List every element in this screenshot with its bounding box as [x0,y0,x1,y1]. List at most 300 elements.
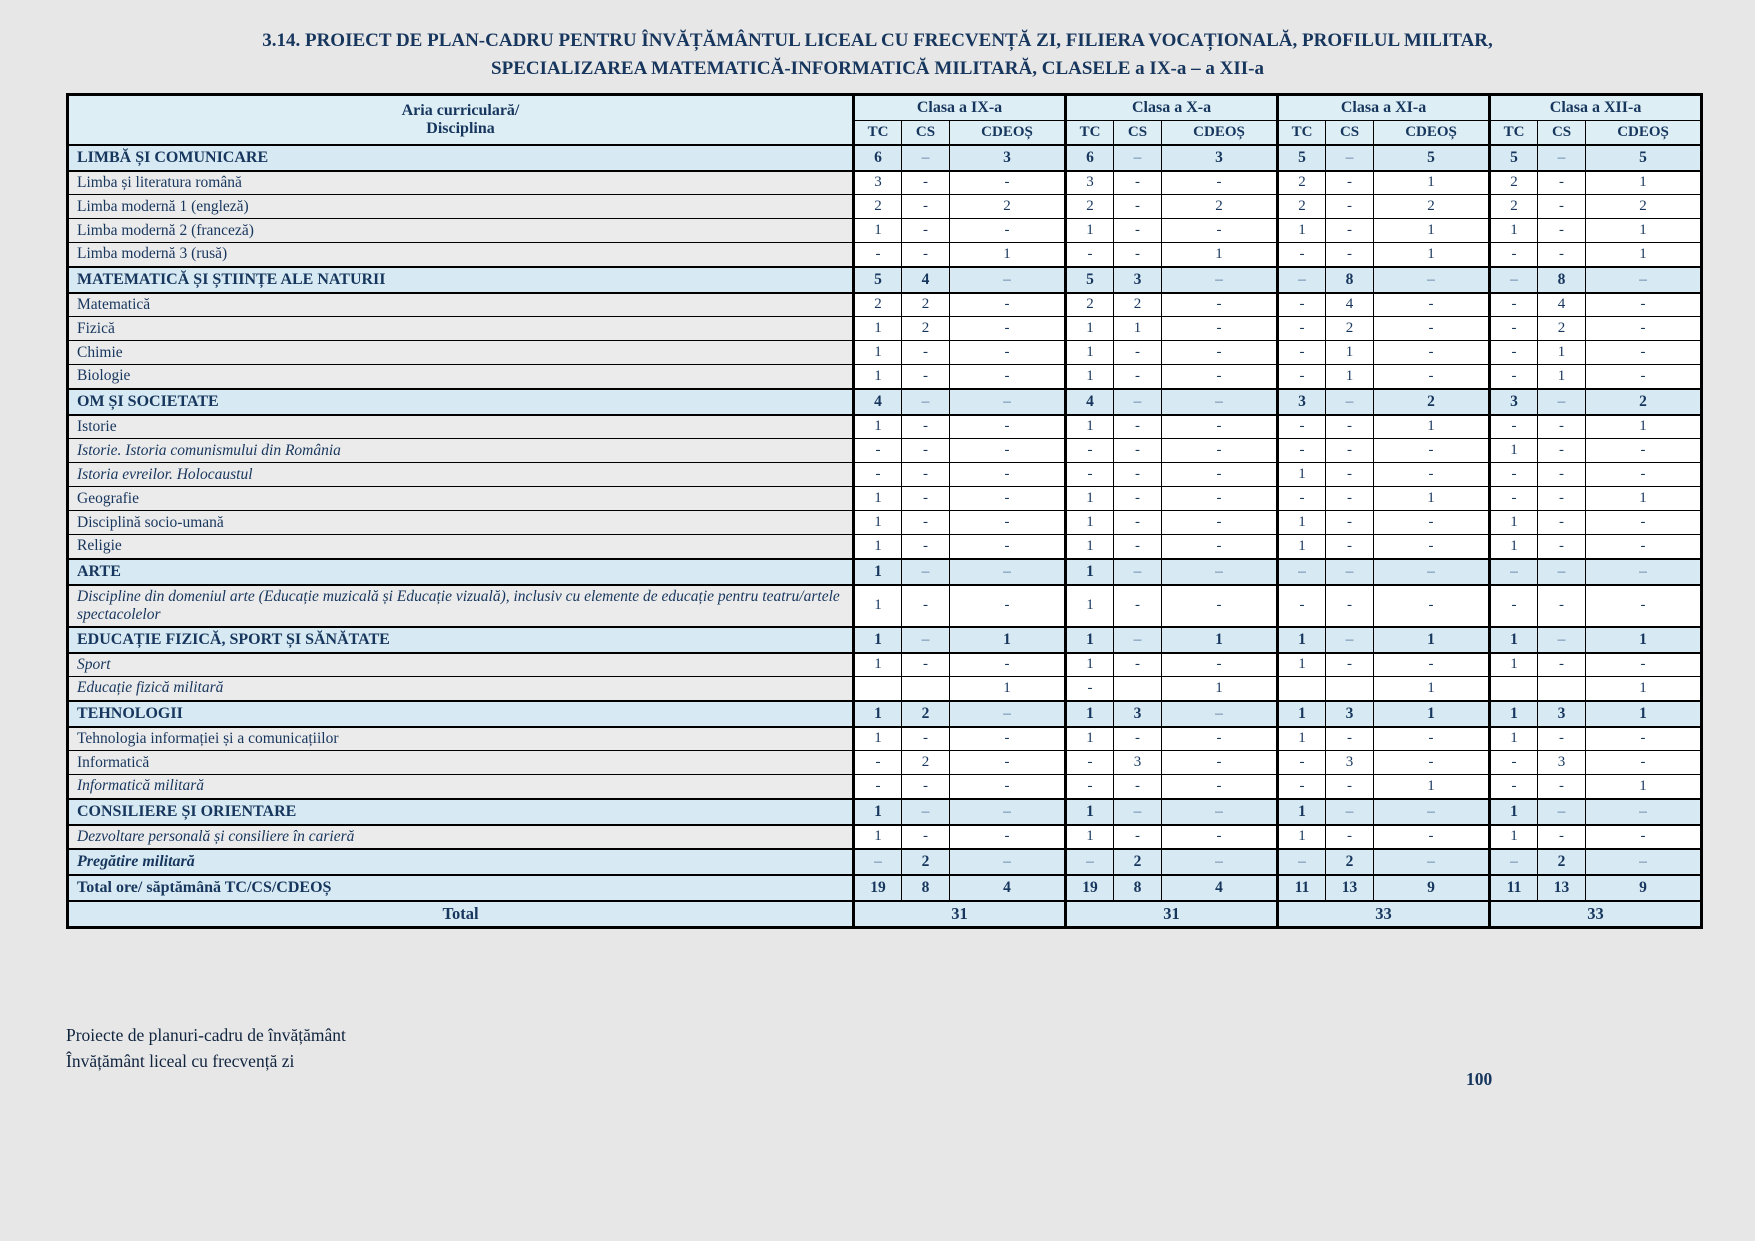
value-cell: – [1162,701,1278,727]
value-cell: – [1374,849,1490,875]
row-label: Religie [68,535,854,559]
table-row [68,627,1702,653]
value-cell: 1 [1066,341,1114,365]
corner-header [68,95,854,145]
value-cell: - [1326,825,1374,849]
value-cell: - [950,317,1066,341]
value-cell: – [902,145,950,171]
value-cell: - [1114,439,1162,463]
row-label: LIMBĂ ȘI COMUNICARE [68,145,854,171]
value-cell: 1 [1162,627,1278,653]
value-cell: – [950,559,1066,585]
value-cell: - [1162,511,1278,535]
value-cell: 1 [950,627,1066,653]
value-cell: 1 [854,585,902,627]
value-cell: 1 [854,487,902,511]
value-cell: – [1114,559,1162,585]
row-label: Sport [68,653,854,677]
value-cell: - [1162,775,1278,799]
value-cell: 4 [902,267,950,293]
value-cell: 4 [1326,293,1374,317]
value-cell: 5 [1374,145,1490,171]
footer [66,1022,346,1074]
value-cell: 1 [1490,439,1538,463]
value-cell: – [1538,145,1586,171]
value-cell: - [1490,751,1538,775]
value-cell: - [1374,317,1490,341]
value-cell: 1 [1490,799,1538,825]
row-label: CONSILIERE ȘI ORIENTARE [68,799,854,825]
value-cell: 2 [1374,195,1490,219]
value-cell: - [1374,365,1490,389]
subheader-tc-class-4: TC [1490,121,1538,145]
value-cell: - [1162,415,1278,439]
value-cell: 1 [854,559,902,585]
value-cell: - [950,825,1066,849]
value-cell: – [1490,849,1538,875]
value-cell: 1 [854,511,902,535]
value-cell: 2 [854,293,902,317]
value-cell: 1 [1066,559,1114,585]
value-cell: 1 [1066,487,1114,511]
value-cell: - [1114,511,1162,535]
value-cell: 1 [1326,341,1374,365]
value-cell: – [1114,145,1162,171]
value-cell: - [1326,463,1374,487]
value-cell: - [1538,825,1586,849]
value-cell: - [902,825,950,849]
table-row [68,511,1702,535]
subheader-tc-class-2: TC [1066,121,1114,145]
value-cell: - [950,585,1066,627]
value-cell: - [950,439,1066,463]
table-row [68,415,1702,439]
value-cell: 1 [1066,653,1114,677]
value-cell: - [1326,511,1374,535]
value-cell: – [1490,267,1538,293]
value-cell: – [1326,145,1374,171]
value-cell: - [1278,439,1326,463]
value-cell: - [1538,487,1586,511]
grand-total-label: Total [68,901,854,928]
value-cell: 8 [902,875,950,901]
subheader-tc-class-3: TC [1278,121,1326,145]
subheader-cdeoș-class-4: CDEOȘ [1586,121,1702,145]
value-cell: - [902,585,950,627]
value-cell: – [950,389,1066,415]
value-cell: 1 [1586,171,1702,195]
value-cell: - [1162,365,1278,389]
value-cell: 2 [1278,195,1326,219]
class-header-1: Clasa a IX-a [854,95,1066,121]
value-cell: - [902,775,950,799]
row-label: Dezvoltare personală și consiliere în carieră [68,825,854,849]
row-label: Biologie [68,365,854,389]
value-cell: - [950,293,1066,317]
value-cell: – [1162,267,1278,293]
value-cell: 5 [1278,145,1326,171]
value-cell: - [1586,463,1702,487]
value-cell: 1 [1278,511,1326,535]
value-cell: 1 [1586,415,1702,439]
value-cell: 1 [1490,727,1538,751]
value-cell: – [1374,559,1490,585]
value-cell: – [1326,627,1374,653]
value-cell: 3 [950,145,1066,171]
value-cell: - [1374,535,1490,559]
value-cell: 1 [1374,487,1490,511]
value-cell: - [1162,171,1278,195]
value-cell: - [902,365,950,389]
value-cell: 2 [1538,849,1586,875]
value-cell: - [1326,653,1374,677]
value-cell: 3 [854,171,902,195]
value-cell: 3 [1114,701,1162,727]
value-cell: - [1326,195,1374,219]
table-row [68,317,1702,341]
value-cell: - [1162,439,1278,463]
value-cell: 1 [1586,487,1702,511]
value-cell: 2 [1586,389,1702,415]
value-cell: - [1278,243,1326,267]
value-cell: - [1374,751,1490,775]
value-cell [854,677,902,701]
value-cell: – [1586,559,1702,585]
subheader-cs-class-3: CS [1326,121,1374,145]
value-cell: – [1538,799,1586,825]
subheader-cs-class-4: CS [1538,121,1586,145]
value-cell: 1 [1374,243,1490,267]
value-cell: 2 [902,293,950,317]
value-cell: - [1374,511,1490,535]
class-header-2: Clasa a X-a [1066,95,1278,121]
value-cell: - [1326,439,1374,463]
value-cell: 1 [1162,677,1278,701]
table-row [68,341,1702,365]
value-cell: - [902,219,950,243]
value-cell: - [902,535,950,559]
header-row-classes [68,95,1702,121]
value-cell: - [1114,585,1162,627]
value-cell: – [1162,559,1278,585]
value-cell: - [1586,511,1702,535]
value-cell: - [902,195,950,219]
value-cell: - [1326,171,1374,195]
value-cell: – [950,267,1066,293]
document-title [0,0,1755,83]
value-cell: – [1374,267,1490,293]
footer-line-1: Proiecte de planuri-cadru de învățământ [66,1025,346,1045]
value-cell: – [1374,799,1490,825]
subheader-cdeoș-class-2: CDEOȘ [1162,121,1278,145]
value-cell [1278,677,1326,701]
value-cell: 8 [1538,267,1586,293]
table-row [68,439,1702,463]
value-cell: – [950,799,1066,825]
value-cell: 2 [950,195,1066,219]
value-cell: - [1538,535,1586,559]
value-cell: - [1326,219,1374,243]
table-row [68,389,1702,415]
value-cell: 2 [1066,195,1114,219]
corner-header-line: Aria curriculară/ [401,101,520,119]
value-cell: – [1586,849,1702,875]
value-cell: – [1162,799,1278,825]
value-cell: 1 [854,799,902,825]
value-cell: - [1374,653,1490,677]
subheader-tc-class-1: TC [854,121,902,145]
value-cell: 1 [1586,243,1702,267]
value-cell: 1 [1586,627,1702,653]
class-header-3: Clasa a XI-a [1278,95,1490,121]
grand-total-value: 31 [854,901,1066,928]
row-label: Limba modernă 3 (rusă) [68,243,854,267]
value-cell: - [1162,825,1278,849]
value-cell: – [1114,799,1162,825]
value-cell: 8 [1114,875,1162,901]
value-cell: – [1066,849,1114,875]
value-cell: 1 [1066,219,1114,243]
value-cell: 1 [1374,677,1490,701]
value-cell: - [1326,585,1374,627]
value-cell: 1 [854,627,902,653]
value-cell: - [902,653,950,677]
value-cell: 1 [854,727,902,751]
value-cell: - [950,775,1066,799]
value-cell: – [1278,849,1326,875]
value-cell: - [854,439,902,463]
value-cell: - [1538,775,1586,799]
table-row [68,365,1702,389]
value-cell: 3 [1538,751,1586,775]
value-cell: - [950,171,1066,195]
value-cell: 1 [1278,825,1326,849]
row-label: EDUCAȚIE FIZICĂ, SPORT ȘI SĂNĂTATE [68,627,854,653]
row-label: TEHNOLOGII [68,701,854,727]
curriculum-table [66,93,1703,929]
value-cell: 1 [1278,463,1326,487]
value-cell: 2 [1586,195,1702,219]
value-cell: - [1114,825,1162,849]
value-cell: 1 [1066,825,1114,849]
value-cell: - [902,463,950,487]
value-cell: - [1326,727,1374,751]
value-cell: - [1162,751,1278,775]
row-label: Istoria evreilor. Holocaustul [68,463,854,487]
value-cell: 1 [1490,219,1538,243]
value-cell: - [1490,243,1538,267]
value-cell: 1 [1066,585,1114,627]
value-cell: 1 [1114,317,1162,341]
value-cell: 1 [1374,219,1490,243]
value-cell: 2 [1326,849,1374,875]
value-cell: - [1326,415,1374,439]
value-cell: 2 [1162,195,1278,219]
value-cell: 2 [1326,317,1374,341]
value-cell: 9 [1374,875,1490,901]
value-cell: - [1374,293,1490,317]
value-cell: 2 [1490,195,1538,219]
value-cell: - [1162,727,1278,751]
value-cell: - [1162,653,1278,677]
row-label: Discipline din domeniul arte (Educație muzicală și Educație vizuală), inclusiv cu elemente de educație pentru teatru/artele spectacolelor [68,585,854,627]
value-cell: 19 [1066,875,1114,901]
table-row [68,775,1702,799]
table-row [68,677,1702,701]
value-cell: 1 [1374,775,1490,799]
value-cell: - [1538,415,1586,439]
subheader-cs-class-2: CS [1114,121,1162,145]
value-cell: 1 [1066,799,1114,825]
value-cell: - [1586,341,1702,365]
value-cell: - [854,751,902,775]
value-cell: 1 [1278,219,1326,243]
value-cell: - [1538,219,1586,243]
value-cell: - [950,511,1066,535]
value-cell: 3 [1326,701,1374,727]
value-cell: 2 [1490,171,1538,195]
value-cell: - [950,653,1066,677]
value-cell: 1 [1490,511,1538,535]
table-row [68,293,1702,317]
value-cell: 11 [1490,875,1538,901]
value-cell: – [1326,799,1374,825]
value-cell: 1 [1490,627,1538,653]
value-cell: 4 [1066,389,1114,415]
value-cell [1490,677,1538,701]
row-label: Limba modernă 2 (franceză) [68,219,854,243]
value-cell: – [1278,267,1326,293]
value-cell: - [1162,487,1278,511]
value-cell: 6 [1066,145,1114,171]
value-cell: – [1538,559,1586,585]
grand-total-value: 33 [1278,901,1490,928]
row-label: Educație fizică militară [68,677,854,701]
row-label: Tehnologia informației și a comunicațiilor [68,727,854,751]
value-cell: - [1538,439,1586,463]
table-row [68,701,1702,727]
value-cell: 1 [1374,415,1490,439]
title-line-2: SPECIALIZAREA MATEMATICĂ-INFORMATICĂ MILITARĂ, CLASELE a IX-a – a XII-a [491,58,1264,79]
value-cell: 1 [1374,627,1490,653]
row-label: Limba modernă 1 (engleză) [68,195,854,219]
value-cell: - [1538,171,1586,195]
value-cell: - [1066,463,1114,487]
value-cell: - [1374,585,1490,627]
value-cell: - [1278,365,1326,389]
value-cell: - [902,243,950,267]
value-cell: - [1278,341,1326,365]
value-cell: – [950,701,1066,727]
value-cell: - [1114,171,1162,195]
table-row [68,825,1702,849]
value-cell [1114,677,1162,701]
table-row [68,849,1702,875]
value-cell: 1 [1586,775,1702,799]
value-cell: - [1278,585,1326,627]
value-cell: - [1326,243,1374,267]
value-cell: 2 [1114,293,1162,317]
value-cell: – [1586,267,1702,293]
value-cell: - [1374,463,1490,487]
value-cell: 1 [1066,511,1114,535]
value-cell: - [1114,775,1162,799]
table-row [68,195,1702,219]
value-cell: 1 [854,365,902,389]
value-cell: 2 [902,849,950,875]
value-cell: 1 [854,317,902,341]
table-row [68,751,1702,775]
value-cell: - [1114,219,1162,243]
value-cell: 1 [1538,365,1586,389]
value-cell: 6 [854,145,902,171]
table-row [68,875,1702,901]
table-row [68,585,1702,627]
value-cell: - [1278,317,1326,341]
value-cell: - [1586,751,1702,775]
table-row [68,171,1702,195]
row-label: Limba și literatura română [68,171,854,195]
value-cell: - [1586,439,1702,463]
value-cell: 1 [1278,727,1326,751]
value-cell: - [1114,487,1162,511]
value-cell: - [1114,463,1162,487]
value-cell: - [1162,317,1278,341]
value-cell: – [1326,389,1374,415]
value-cell: 1 [854,701,902,727]
value-cell: 3 [1538,701,1586,727]
value-cell: 1 [854,535,902,559]
value-cell: – [1490,559,1538,585]
row-label: Matematică [68,293,854,317]
value-cell: 3 [1066,171,1114,195]
value-cell: 1 [1586,219,1702,243]
subheader-cs-class-1: CS [902,121,950,145]
value-cell: - [1162,341,1278,365]
row-label: Istorie [68,415,854,439]
value-cell: 4 [1162,875,1278,901]
value-cell: - [1538,585,1586,627]
value-cell: - [1278,415,1326,439]
value-cell: 1 [1586,701,1702,727]
value-cell: 1 [1066,365,1114,389]
value-cell: - [950,365,1066,389]
value-cell: - [1586,535,1702,559]
value-cell: 1 [854,415,902,439]
value-cell: 1 [854,653,902,677]
table-row [68,267,1702,293]
value-cell: - [1538,653,1586,677]
value-cell: - [1114,195,1162,219]
row-label: Geografie [68,487,854,511]
grand-total-value: 33 [1490,901,1702,928]
value-cell: – [854,849,902,875]
value-cell: - [1114,365,1162,389]
table-row [68,535,1702,559]
value-cell: – [902,559,950,585]
value-cell: 19 [854,875,902,901]
value-cell: - [950,487,1066,511]
value-cell: - [1538,727,1586,751]
value-cell: 11 [1278,875,1326,901]
value-cell: - [1490,487,1538,511]
value-cell: - [1490,585,1538,627]
value-cell: - [854,775,902,799]
value-cell: - [902,439,950,463]
value-cell [1538,677,1586,701]
value-cell: 1 [1278,627,1326,653]
value-cell: 1 [854,341,902,365]
